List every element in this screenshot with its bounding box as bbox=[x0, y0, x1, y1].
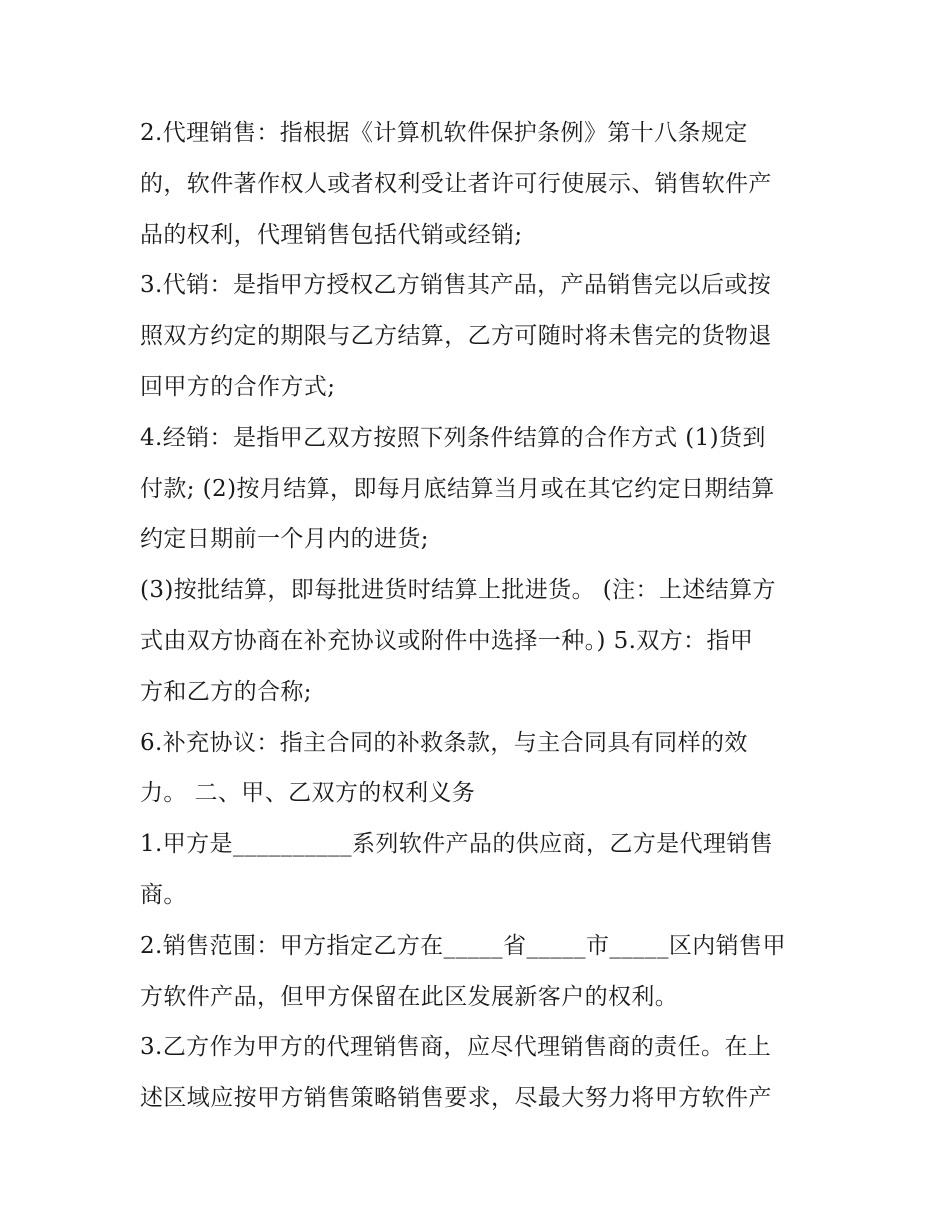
text-line: 2.销售范围：甲方指定乙方在_____省_____市_____区内销售甲 bbox=[140, 932, 786, 959]
text-line: 2.代理销售：指根据《计算机软件保护条例》第十八条规定 bbox=[140, 120, 748, 146]
text-line: 6.补充协议：指主合同的补救条款，与主合同具有同样的效 bbox=[140, 729, 748, 756]
text-line: 方软件产品，但甲方保留在此区发展新客户的权利。 bbox=[140, 983, 679, 1010]
text-line: 述区域应按甲方销售策略销售要求，尽最大努力将甲方软件产 bbox=[140, 1085, 772, 1112]
text-line: 3.代销：是指甲方授权乙方销售其产品，产品销售完以后或按 bbox=[140, 272, 772, 299]
document-body bbox=[140, 108, 820, 1124]
text-line: 照双方约定的期限与乙方结算，乙方可随时将未售完的货物退 bbox=[140, 323, 772, 350]
text-line: 式由双方协商在补充协议或附件中选择一种。) 5.双方：指甲 bbox=[140, 627, 754, 654]
text-line: 4.经销：是指甲乙双方按照下列条件结算的合作方式 (1)货到 bbox=[140, 424, 766, 451]
text-line: 的，软件著作权人或者权利受让者许可行使展示、销售软件产 bbox=[140, 170, 772, 197]
text-line: 回甲方的合作方式; bbox=[140, 373, 336, 400]
text-line: 3.乙方作为甲方的代理销售商，应尽代理销售商的责任。在上 bbox=[140, 1034, 772, 1061]
text-line: 方和乙方的合称; bbox=[140, 678, 312, 705]
text-line: 力。 二、甲、乙双方的权利义务 bbox=[140, 780, 476, 807]
text-line: 商。 bbox=[140, 881, 187, 908]
text-line: 品的权利，代理销售包括代销或经销; bbox=[140, 221, 523, 248]
text-line: 付款; (2)按月结算，即每月底结算当月或在其它约定日期结算 bbox=[140, 475, 775, 502]
text-line: 约定日期前一个月内的进货; bbox=[140, 526, 429, 553]
text-line: 1.甲方是__________系列软件产品的供应商，乙方是代理销售 bbox=[140, 831, 774, 858]
text-line: (3)按批结算，即每批进货时结算上批进货。 (注：上述结算方 bbox=[140, 577, 776, 604]
